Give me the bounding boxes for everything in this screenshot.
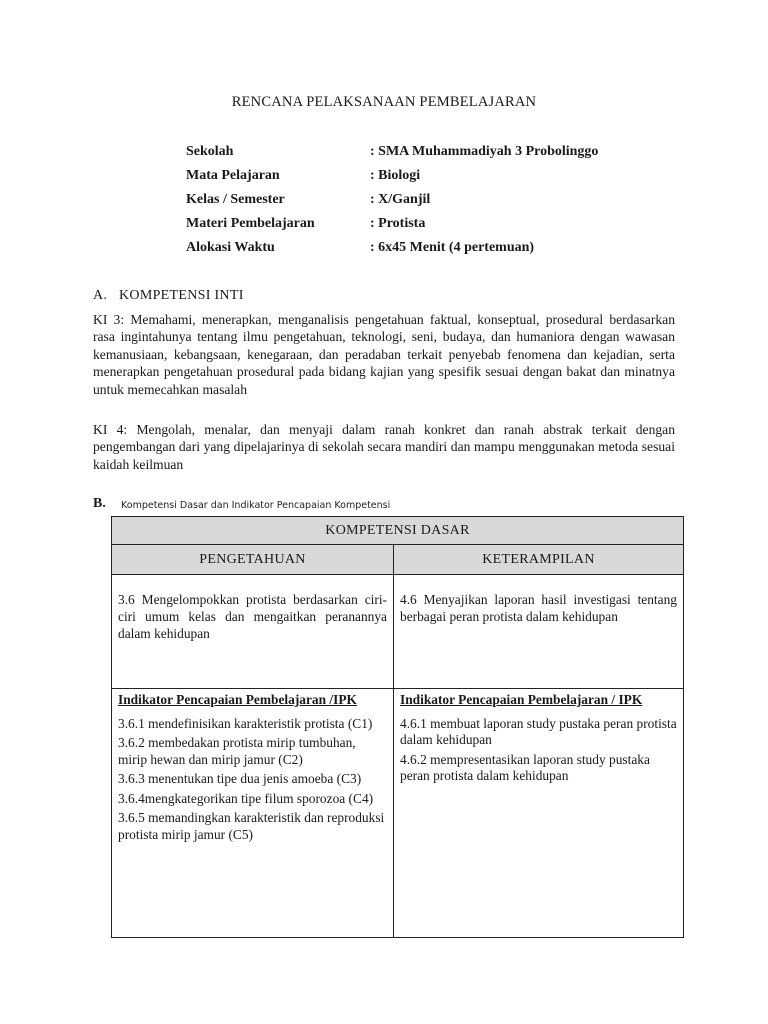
- ipk-item: 3.6.2 membedakan protista mirip tumbuhan, mirip hewan dan mirip jamur (C2): [118, 735, 356, 767]
- column-header-skill: KETERAMPILAN: [394, 545, 684, 575]
- kd-knowledge-cell: 3.6 Mengelompokkan protista berdasarkan ciri-ciri umum kelas dan mengaitkan peranannya dalam kehidupan: [112, 575, 394, 689]
- ipk-knowledge-cell: [112, 689, 394, 938]
- identity-label: Materi Pembelajaran: [186, 216, 315, 231]
- section-a-letter: A.: [93, 288, 108, 303]
- section-b-title: Kompetensi Dasar dan Indikator Pencapaian Kompetensi: [121, 500, 391, 511]
- kd-skill-cell: 4.6 Menyajikan laporan hasil investigasi tentang berbagai peran protista dalam kehidupan: [394, 575, 684, 689]
- identity-row-class: [186, 192, 666, 216]
- ipk-item: 3.6.4mengkategorikan tipe filum sporozoa (C4): [118, 790, 374, 806]
- ipk-skill-title: Indikator Pencapaian Pembelajaran / IPK: [400, 692, 643, 707]
- identity-row-material: [186, 216, 666, 240]
- ipk-item: 4.6.2 mempresentasikan laporan study pustaka peran protista dalam kehidupan: [400, 751, 650, 783]
- ipk-item: 3.6.5 memandingkan karakteristik dan reproduksi protista mirip jamur (C5): [118, 810, 385, 842]
- ipk-item: 3.6.3 menentukan tipe dua jenis amoeba (C3): [118, 771, 362, 786]
- column-header-knowledge: PENGETAHUAN: [112, 545, 394, 575]
- identity-label: Alokasi Waktu: [186, 240, 275, 255]
- identity-label: Mata Pelajaran: [186, 168, 280, 183]
- identity-label: Sekolah: [186, 144, 234, 159]
- section-a-title: KOMPETENSI INTI: [119, 288, 244, 303]
- ipk-knowledge-title: Indikator Pencapaian Pembelajaran /IPK: [118, 692, 357, 707]
- identity-row-time: [186, 240, 666, 264]
- identity-value: : 6x45 Menit (4 pertemuan): [370, 240, 535, 255]
- identity-row-subject: [186, 168, 666, 192]
- identity-row-school: [186, 144, 666, 168]
- identity-label: Kelas / Semester: [186, 192, 285, 207]
- competency-table: [111, 516, 684, 938]
- ipk-skill-cell: [394, 689, 684, 938]
- identity-value: : SMA Muhammadiyah 3 Probolinggo: [370, 144, 599, 159]
- identity-value: : Biologi: [370, 168, 421, 183]
- identity-value: : X/Ganjil: [370, 192, 431, 207]
- section-a-heading: [93, 288, 244, 304]
- section-b-letter: B.: [93, 496, 106, 511]
- table-header: KOMPETENSI DASAR: [112, 517, 684, 545]
- identity-block: [186, 144, 666, 264]
- ipk-item: 3.6.1 mendefinisikan karakteristik protista (C1): [118, 715, 373, 731]
- ipk-item: 4.6.1 membuat laporan study pustaka peran protista dalam kehidupan: [400, 715, 677, 747]
- ki3-paragraph: KI 3: Memahami, menerapkan, menganalisis pengetahuan faktual, konseptual, prosedural berdasarkan rasa ingintahunya tentang ilmu pengetahuan, teknologi, seni, budaya, dan humaniora dengan wawasan kemanusiaan, kebangsaan, kenegaraan, dan peradaban terkait penyebab fenomena dan kejadian, serta menerapkan pengetahuan prosedural pada bidang kajian yang spesifik sesuai dengan bakat dan minatnya untuk memecahkan masalah: [93, 312, 675, 397]
- document-title: RENCANA PELAKSANAAN PEMBELAJARAN: [231, 94, 537, 110]
- identity-value: : Protista: [370, 216, 426, 231]
- ki4-paragraph: KI 4: Mengolah, menalar, dan menyaji dalam ranah konkret dan ranah abstrak terkait dengan pengembangan dari yang dipelajarinya di sekolah secara mandiri dan mampu menggunakan metoda sesuai kaidah keilmuan: [93, 422, 675, 472]
